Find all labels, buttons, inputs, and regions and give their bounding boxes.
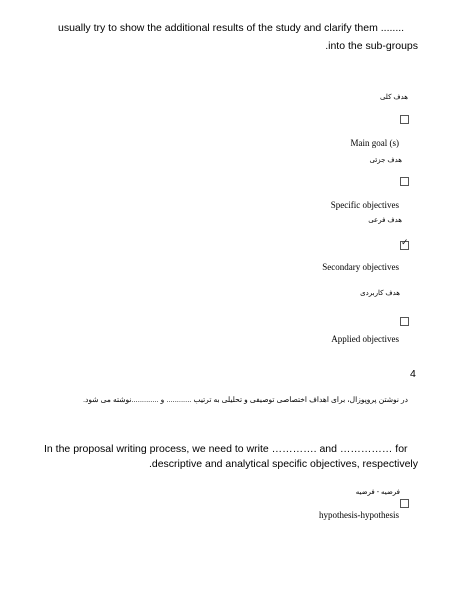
intro-line-2: .into the sub-groups xyxy=(325,40,418,52)
option-1-checkbox[interactable] xyxy=(400,115,409,124)
option-3-english-label: Secondary objectives xyxy=(322,262,399,272)
q4-option-1-checkbox[interactable] xyxy=(400,499,409,508)
option-4-persian-label: هدف کاربردی xyxy=(360,290,400,297)
question-4-english-line-2: .descriptive and analytical specific objectives, respectively xyxy=(148,458,418,470)
q4-option-1-english-label: hypothesis-hypothesis xyxy=(319,510,399,520)
option-1-english-label: Main goal (s) xyxy=(350,138,399,148)
q4-option-1-persian-label: فرضیه - فرضیه xyxy=(355,489,400,496)
option-3-persian-label: هدف فرعی xyxy=(368,217,402,224)
option-2-persian-label: هدف جزئی xyxy=(369,157,402,164)
intro-line-1: usually try to show the additional results of the study and clarify them ........ xyxy=(58,22,405,34)
option-2-checkbox[interactable] xyxy=(400,177,409,186)
option-4-english-label: Applied objectives xyxy=(331,334,399,344)
option-1-persian-label: هدف کلی xyxy=(379,94,408,101)
question-4-english-line-1: In the proposal writing process, we need to write …………. and …………… for xyxy=(44,443,408,455)
checkmark-icon: ✓ xyxy=(401,238,409,248)
option-2-english-label: Specific objectives xyxy=(330,200,399,210)
option-3-checkbox[interactable] xyxy=(400,238,409,250)
question-4-number: 4 xyxy=(410,368,416,380)
question-4-persian-text: در نوشتن پروپوزال، برای اهداف اختصاصی توصیفی و تحلیلی به ترتیب ............ و .............نوشته می شود. xyxy=(82,395,408,404)
option-4-checkbox[interactable] xyxy=(400,317,409,326)
